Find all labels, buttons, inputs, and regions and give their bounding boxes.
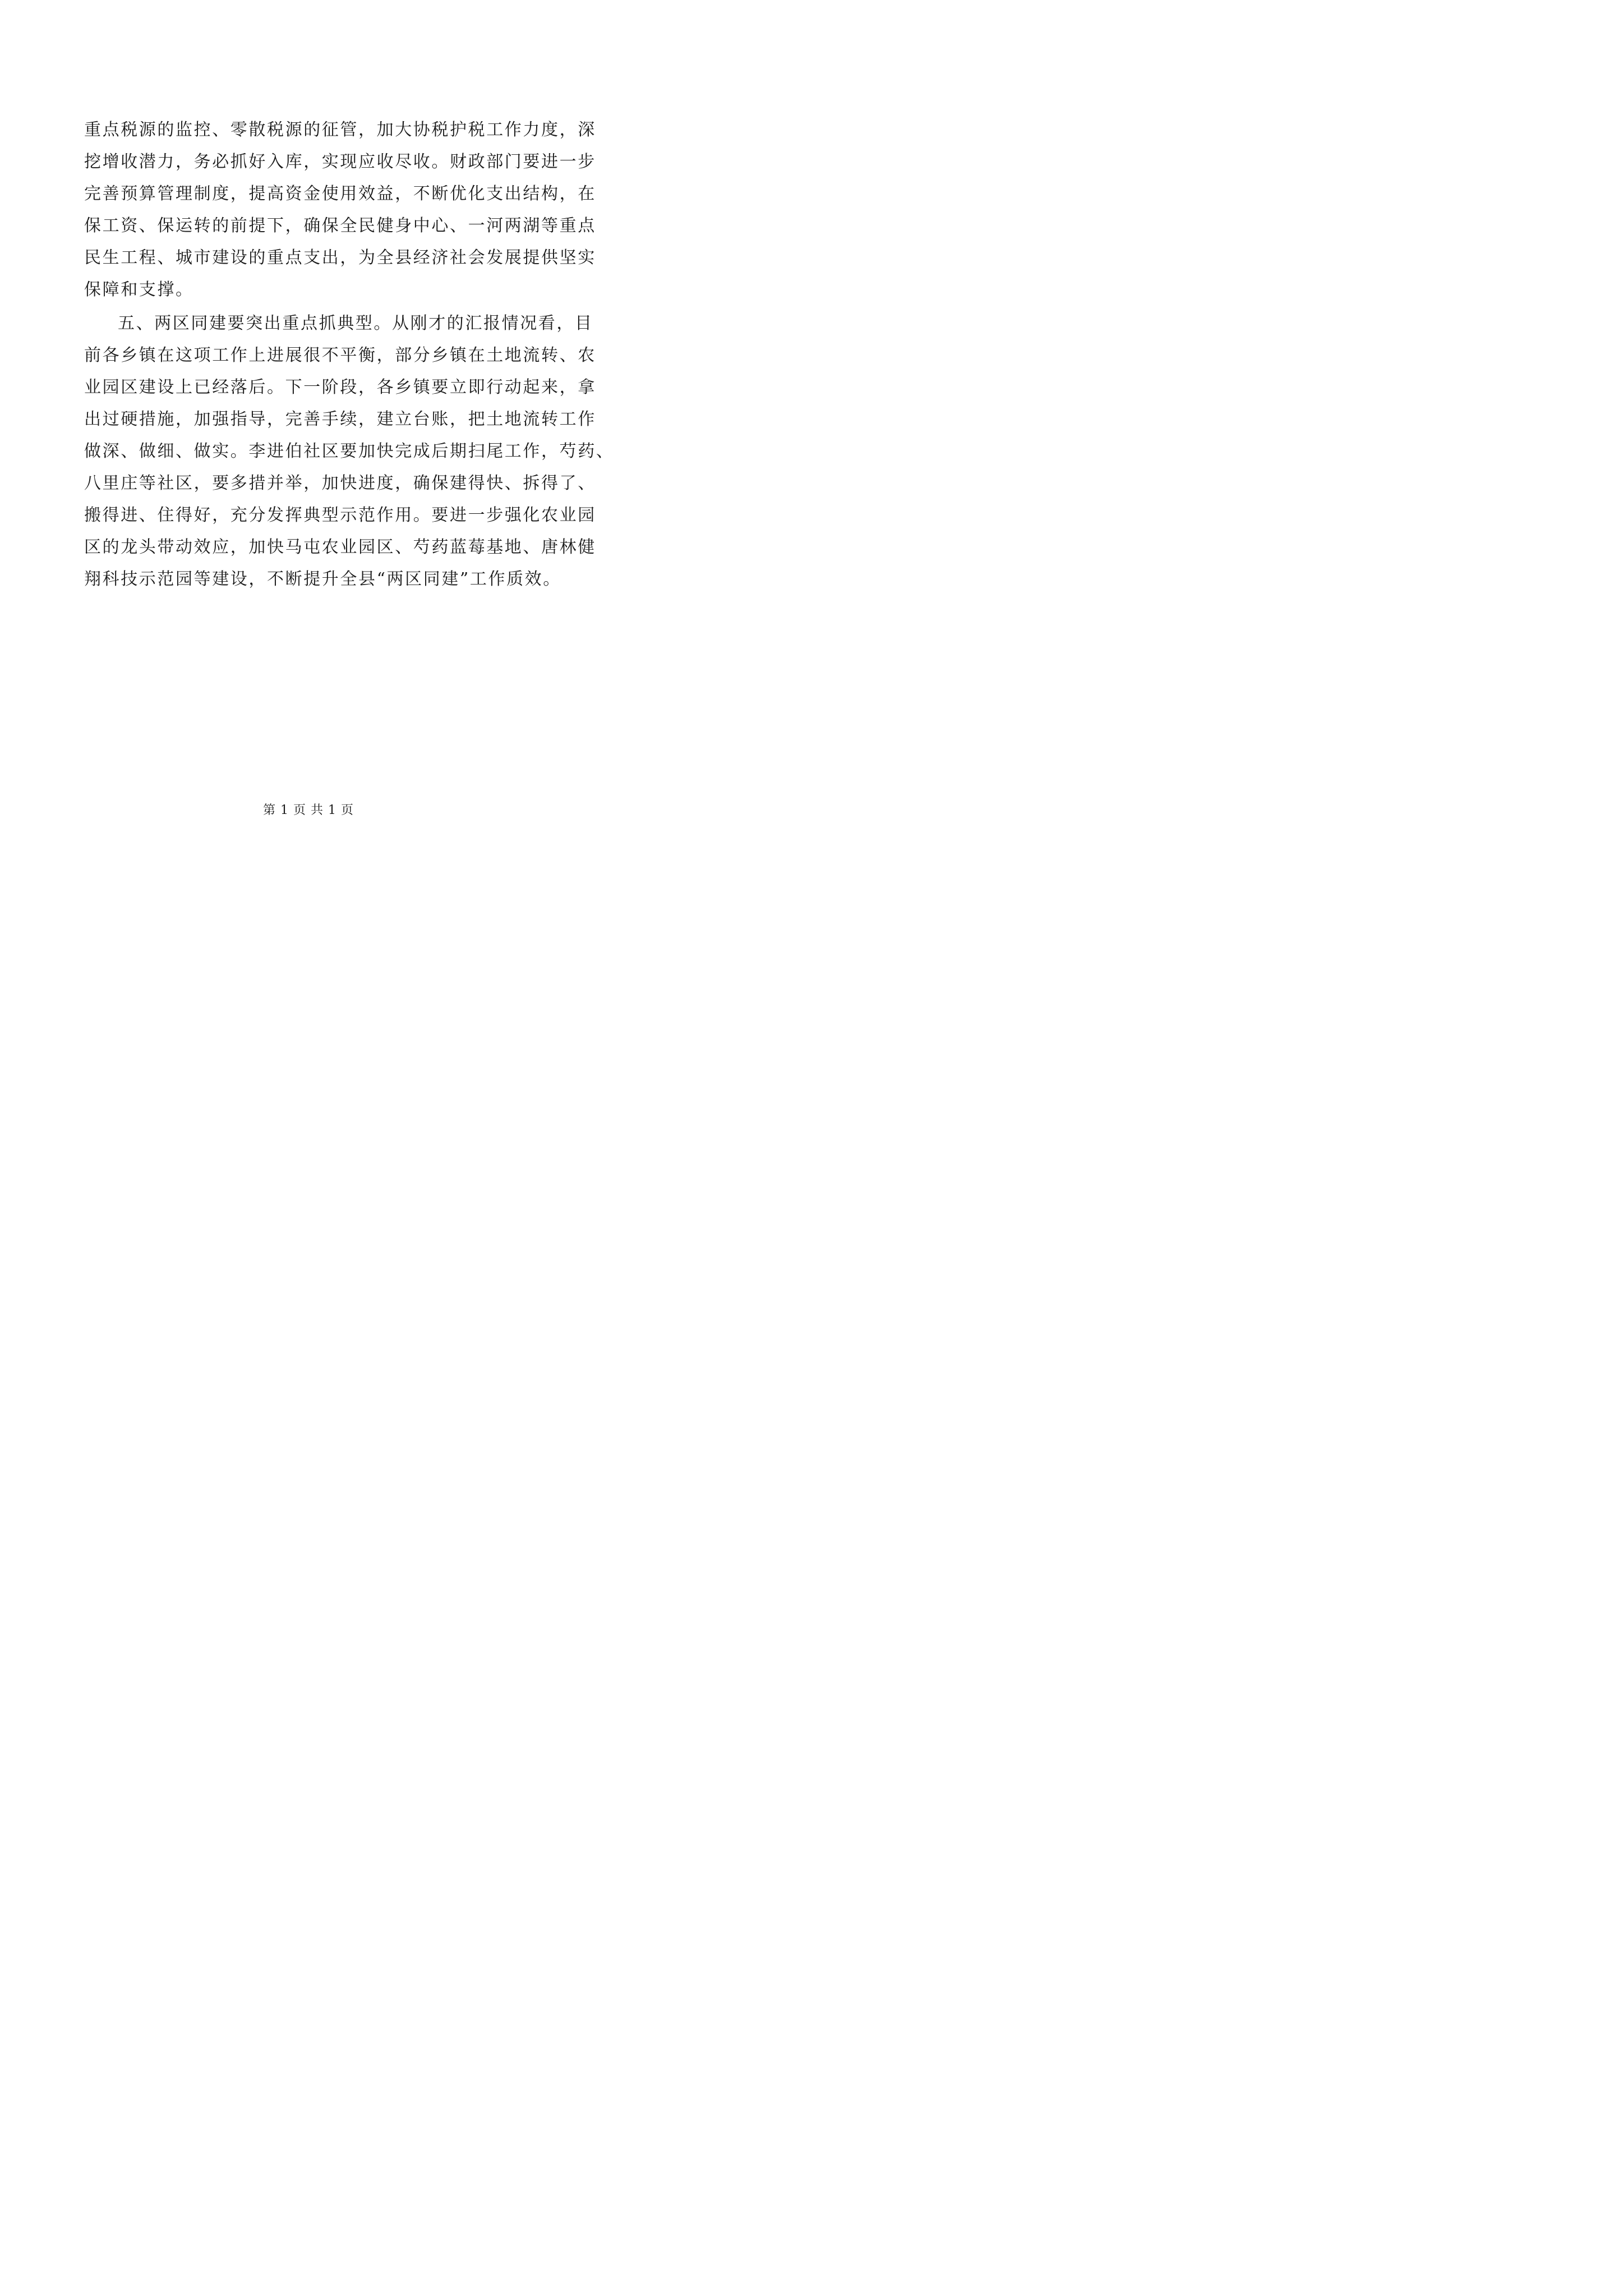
text-line: 区的龙头带动效应，加快马屯农业园区、芍药蓝莓基地、唐林健	[84, 537, 596, 557]
paragraph-1	[84, 114, 596, 306]
text-line: 翔科技示范园等建设，不断提升全县“两区同建”工作质效。	[84, 569, 561, 589]
text-line: 挖增收潜力，务必抓好入库，实现应收尽收。财政部门要进一步	[84, 152, 596, 172]
page-number-footer: 第 1 页 共 1 页	[263, 803, 354, 817]
text-line: 前各乡镇在这项工作上进展很不平衡，部分乡镇在土地流转、农	[84, 346, 596, 365]
document-page	[0, 0, 617, 873]
text-line: 搬得进、住得好，充分发挥典型示范作用。要进一步强化农业园	[84, 505, 596, 525]
document-body	[84, 114, 615, 595]
text-line: 五、两区同建要突出重点抓典型。从刚才的汇报情况看，目	[118, 314, 593, 333]
text-line: 重点税源的监控、零散税源的征管，加大协税护税工作力度，深	[84, 120, 596, 140]
text-line: 做深、做细、做实。李进伯社区要加快完成后期扫尾工作，芍药、	[84, 441, 615, 461]
text-line: 八里庄等社区，要多措并举，加快进度，确保建得快、拆得了、	[84, 473, 596, 493]
text-line: 完善预算管理制度，提高资金使用效益，不断优化支出结构，在	[84, 184, 596, 204]
text-line: 保障和支撑。	[84, 280, 194, 300]
text-line: 业园区建设上已经落后。下一阶段，各乡镇要立即行动起来，拿	[84, 378, 596, 397]
text-line: 民生工程、城市建设的重点支出，为全县经济社会发展提供坚实	[84, 248, 596, 268]
text-line: 保工资、保运转的前提下，确保全民健身中心、一河两湖等重点	[84, 216, 596, 236]
paragraph-2	[84, 307, 615, 595]
text-line: 出过硬措施，加强指导，完善手续，建立台账，把土地流转工作	[84, 409, 596, 429]
